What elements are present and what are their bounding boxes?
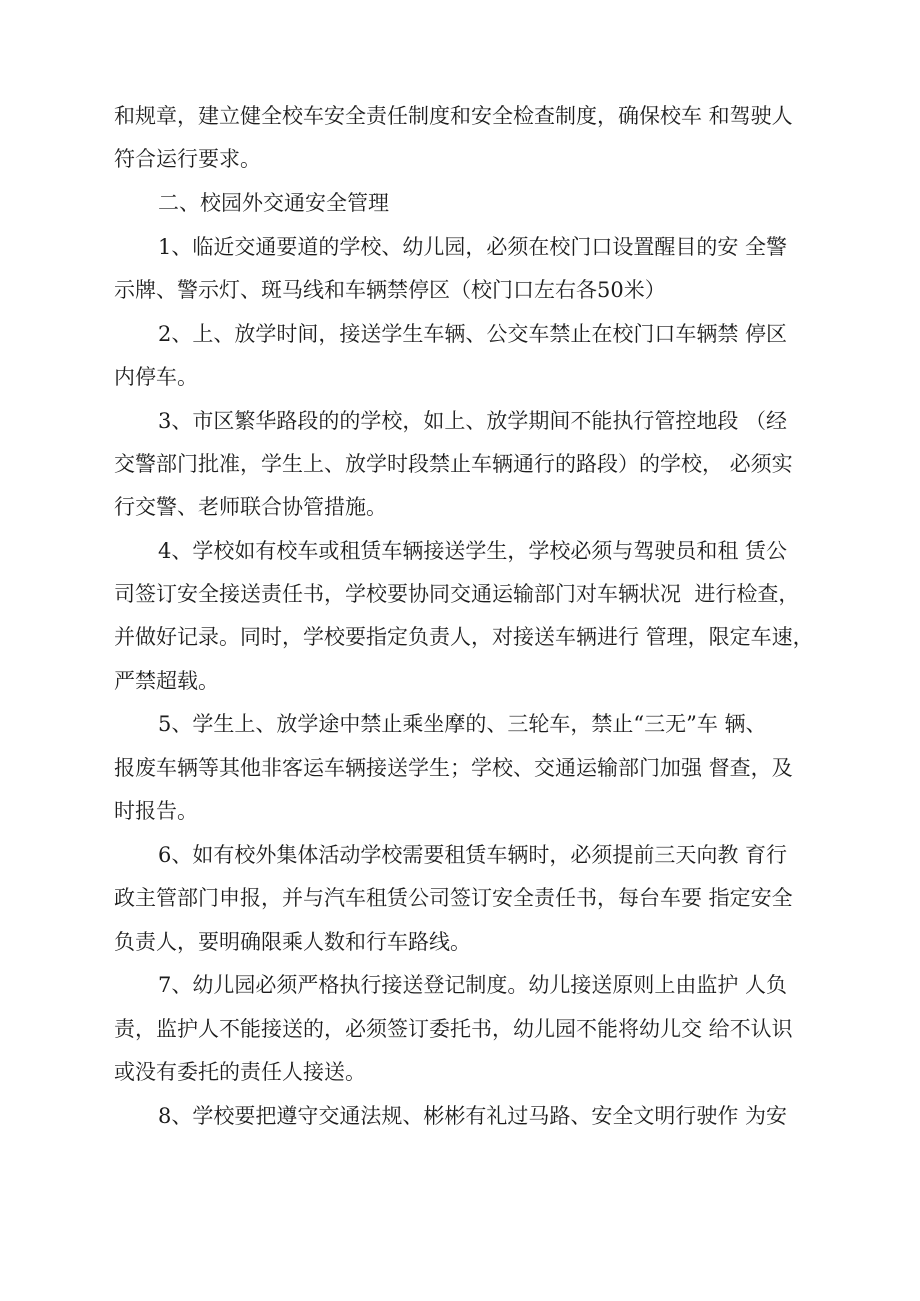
text-line: 报废车辆等其他非客运车辆接送学生；学校、交通运输部门加强 督查，及 — [114, 756, 793, 780]
text-line: 或没有委托的责任人接送。 — [114, 1060, 366, 1084]
text-line: 6、如有校外集体活动学校需要租赁车辆时，必须提前三天向教 育行 — [158, 843, 788, 867]
text-line: 7、幼儿园必须严格执行接送登记制度。幼儿接送原则上由监护 人负 — [158, 973, 788, 997]
text-line: 4、学校如有校车或租赁车辆接送学生，学校必须与驾驶员和租 赁公 — [158, 539, 788, 563]
text-line: 交警部门批准，学生上、放学时段禁止车辆通行的路段）的学校， 必须实 — [114, 452, 793, 476]
text-line: 示牌、警示灯、斑马线和车辆禁停区（校门口左右各50米） — [114, 278, 666, 302]
text-line: 内停车。 — [114, 365, 198, 389]
text-line: 严禁超载。 — [114, 669, 219, 693]
section-heading: 二、校园外交通安全管理 — [158, 191, 389, 215]
text-line: 负责人，要明确限乘人数和行车路线。 — [114, 930, 471, 954]
text-line: 时报告。 — [114, 799, 198, 823]
text-line: 并做好记录。同时，学校要指定负责人，对接送车辆进行 管理，限定车速， — [114, 625, 814, 649]
text-line: 2、上、放学时间，接送学生车辆、公交车禁止在校门口车辆禁 停区 — [158, 322, 788, 346]
text-line: 和规章，建立健全校车安全责任制度和安全检查制度，确保校车 和驾驶人 — [114, 104, 793, 128]
text-line: 司签订安全接送责任书，学校要协同交通运输部门对车辆状况 进行检查， — [114, 582, 800, 606]
text-line: 政主管部门申报，并与汽车租赁公司签订安全责任书，每台车要 指定安全 — [114, 886, 793, 910]
text-line: 责，监护人不能接送的，必须签订委托书，幼儿园不能将幼儿交 给不认识 — [114, 1017, 793, 1041]
text-line: 1、临近交通要道的学校、幼儿园，必须在校门口设置醒目的安 全警 — [158, 235, 788, 259]
text-line: 行交警、老师联合协管措施。 — [114, 495, 387, 519]
text-line: 8、学校要把遵守交通法规、彬彬有礼过马路、安全文明行驶作 为安 — [158, 1104, 788, 1128]
text-line: 符合运行要求。 — [114, 147, 261, 171]
text-line: 5、学生上、放学途中禁止乘坐摩的、三轮车，禁止“三无”车 辆、 — [158, 712, 767, 736]
text-line: 3、市区繁华路段的的学校，如上、放学期间不能执行管控地段 （经 — [158, 409, 788, 433]
